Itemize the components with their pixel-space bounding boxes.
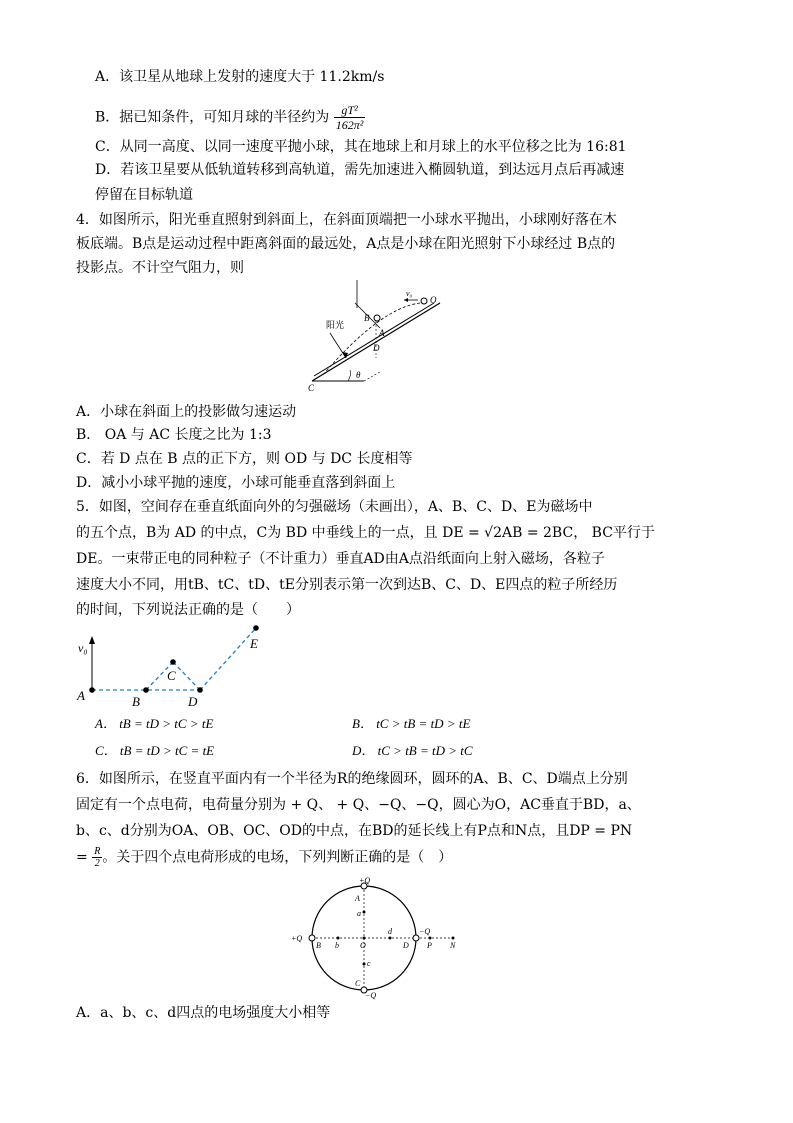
q4-option-d: D．减小小球平抛的速度，小球可能垂直落到斜面上 bbox=[76, 475, 396, 491]
point-d-label: D bbox=[373, 343, 380, 353]
q4-figure-incline bbox=[300, 278, 450, 396]
q3-option-b bbox=[95, 103, 365, 132]
left-charge-label: +Q bbox=[291, 934, 303, 943]
top-charge-label: +Q bbox=[359, 876, 371, 885]
q6-stem-line4 bbox=[76, 846, 452, 869]
v0-label: v₀ bbox=[78, 641, 88, 655]
q5-option-d: D． tC > tB = tD > tC bbox=[352, 743, 473, 758]
fraction-numerator: R bbox=[94, 846, 101, 857]
ball-o bbox=[421, 298, 427, 304]
point-e-dot bbox=[253, 625, 259, 631]
q3-option-b-text: B．据已知条件，可知月球的半径约为 bbox=[95, 109, 330, 126]
q4-option-a: A．小球在斜面上的投影做匀速运动 bbox=[76, 404, 297, 420]
point-b-label: B bbox=[364, 313, 370, 323]
q5-stem-line5: 的时间，下列说法正确的是（ ） bbox=[76, 602, 300, 618]
point-small-d-label: d bbox=[388, 927, 392, 936]
q5-option-a: A． tB = tD > tC > tE bbox=[95, 716, 214, 731]
point-d-dot bbox=[197, 687, 203, 693]
q6-stem-line4-text: 。关于四个点电荷形成的电场，下列判断正确的是（ ） bbox=[102, 849, 453, 866]
point-small-b-label: b bbox=[335, 941, 339, 950]
point-c-label: C bbox=[355, 979, 361, 988]
fraction-numerator: gT² bbox=[334, 103, 366, 118]
point-d-label: D bbox=[188, 694, 198, 709]
q5-stem-line2: 的五个点，B为 AD 的中点，C为 BD 中垂线上的一点，且 DE = √2AB = 2BC， BC平行于 bbox=[76, 525, 655, 541]
theta-label: θ bbox=[356, 370, 361, 380]
fraction-denominator: 162π² bbox=[335, 118, 364, 132]
q3-option-a: A．该卫星从地球上发射的速度大于 11.2km/s bbox=[95, 69, 385, 85]
point-a-label: A bbox=[379, 328, 385, 338]
q5-figure-magnetic bbox=[70, 620, 270, 710]
q4-stem-line3: 投影点。不计空气阻力，则 bbox=[76, 260, 244, 276]
fraction-denominator: 2 bbox=[94, 858, 100, 869]
equals-sign: = bbox=[76, 849, 88, 866]
point-c-label: C bbox=[308, 383, 315, 393]
q6-stem-line3: b、c、d分别为OA、OB、OC、OD的中点，在BD的延长线上有P点和N点，且DP = PN bbox=[76, 823, 633, 839]
point-e-label: E bbox=[250, 636, 258, 651]
q3-option-b-fraction bbox=[334, 103, 366, 132]
point-small-a-label: a bbox=[357, 909, 361, 918]
q5-option-b: B． tC > tB = tD > tE bbox=[352, 716, 471, 731]
point-d-label: D bbox=[403, 941, 409, 950]
r-over-2-fraction bbox=[92, 846, 102, 869]
point-o-label: O bbox=[430, 295, 437, 305]
point-c-label: C bbox=[167, 668, 176, 683]
q6-stem-line1: 6．如图所示，在竖直平面内有一个半径为R的绝缘圆环，圆环的A、B、C、D端点上分别 bbox=[76, 771, 628, 787]
q5-stem-line4: 速度大小不同，用tB、tC、tD、tE分别表示第一次到达B、C、D、E四点的粒子所经历 bbox=[76, 577, 618, 593]
point-a-label: A bbox=[77, 688, 85, 703]
point-b-label: B bbox=[316, 941, 321, 950]
ball-b bbox=[374, 315, 380, 321]
q6-option-a: A．a、b、c、d四点的电场强度大小相等 bbox=[76, 1005, 331, 1021]
q5-stem-line1: 5．如图，空间存在垂直纸面向外的匀强磁场（未画出），A、B、C、D、E为磁场中 bbox=[76, 499, 593, 515]
q3-option-d-line2: 停留在目标轨道 bbox=[95, 187, 193, 203]
q4-stem-line2: 板底端。B点是运动过程中距离斜面的最远处，A点是小球在阳光照射下小球经过 B点的 bbox=[76, 236, 616, 252]
point-n-label: N bbox=[450, 941, 456, 950]
q4-option-b: B． OA 与 AC 长度之比为 1:3 bbox=[76, 427, 272, 443]
q4-option-c: C．若 D 点在 B 点的正下方，则 OD 与 DC 长度相等 bbox=[76, 451, 413, 467]
point-b-label: B bbox=[132, 694, 140, 709]
v0-label: v₀ bbox=[406, 289, 413, 298]
point-o-label: O bbox=[360, 941, 366, 950]
q5-stem-line3: DE。一束带正电的同种粒子（不计重力）垂直AD由A点沿纸面向上射入磁场，各粒子 bbox=[76, 551, 605, 567]
q5-option-c: C． tB = tD > tC = tE bbox=[95, 743, 215, 758]
point-p-label: P bbox=[427, 941, 432, 950]
q3-option-c: C．从同一高度、以同一速度平抛小球，其在地球上和月球上的水平位移之比为 16:81 bbox=[95, 139, 627, 155]
sunlight-label: 阳光 bbox=[326, 320, 345, 330]
point-a-dot bbox=[89, 687, 95, 693]
q6-figure-ring bbox=[285, 874, 465, 1000]
q3-option-d-line1: D．若该卫星要从低轨道转移到高轨道，需先加速进入椭圆轨道，到达远月点后再减速 bbox=[95, 162, 625, 178]
bottom-charge-label: −Q bbox=[365, 991, 377, 1000]
point-c-dot bbox=[170, 659, 176, 665]
point-b-dot bbox=[143, 687, 149, 693]
right-charge-label: −Q bbox=[419, 927, 431, 936]
point-a-label: A bbox=[355, 894, 360, 903]
point-small-c-label: c bbox=[367, 959, 371, 968]
q4-stem-line1: 4．如图所示，阳光垂直照射到斜面上，在斜面顶端把一小球水平抛出，小球刚好落在木 bbox=[76, 212, 617, 228]
q6-stem-line2: 固定有一个点电荷，电荷量分别为 + Q、 + Q、−Q、−Q，圆心为O，AC垂直于BD，a、 bbox=[76, 797, 641, 813]
